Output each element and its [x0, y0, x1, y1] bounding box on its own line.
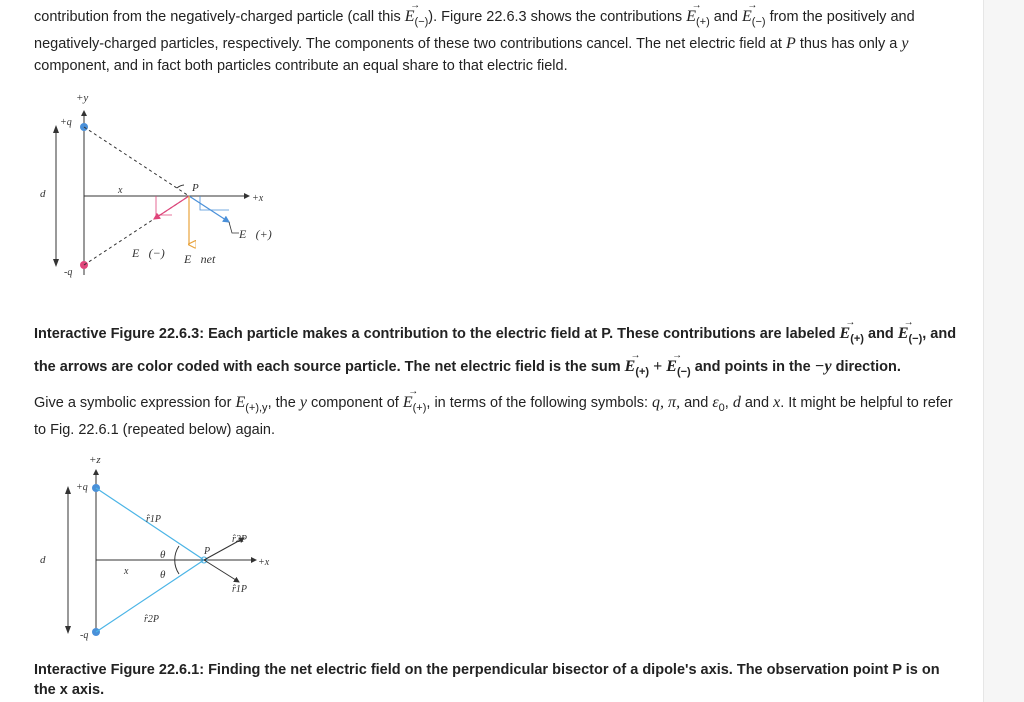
svg-text:x: x	[124, 566, 129, 577]
svg-text:r̂1P: r̂1P	[146, 514, 161, 525]
e-plus-arrow	[189, 196, 229, 222]
e-minus-symbol: → E	[405, 6, 415, 28]
svg-text:+x: +x	[258, 557, 270, 568]
e-minus-label: E⃗(−)	[132, 246, 165, 260]
figure1-caption: Interactive Figure 22.6.3: Each particle makes a contribution to the electric field at P. These contributions are labeled → $E_{(+)}$ and → $E_{(-)}$, and the arrows are color coded with each source particle. The net electric field is the sum → $E_{(+)}$ + → $E_{(-)}$ and points in the −y direction.	[34, 320, 964, 386]
figure2-caption: Interactive Figure 22.6.1: Finding the net electric field on the perpendicular bisector of a dipole's axis. The observation point P is on the x axis.	[34, 662, 940, 698]
svg-text:θ: θ	[160, 549, 166, 561]
e-plus-symbol: → E	[686, 6, 696, 28]
svg-text:+q: +q	[76, 482, 88, 493]
svg-text:θ: θ	[160, 569, 166, 581]
d-label: d	[40, 188, 46, 200]
e-minus-symbol: → E	[742, 6, 752, 28]
d-label: d	[40, 554, 46, 566]
question-text: Give a symbolic expression for $E_{(+),y}$, the y component of → $E_{(+)}$, in terms of the following symbols: q, π, and $\varepsilon_0$, d and x. It might be helpful to refer to Fig. 22.6.1 (repeated below) again.	[34, 392, 964, 441]
svg-text:x: x	[118, 185, 123, 196]
axis-label-plus-y: +y	[76, 92, 89, 104]
svg-text:-q: -q	[64, 267, 73, 278]
right-sidebar	[983, 0, 1024, 702]
svg-text:-q: -q	[80, 630, 89, 641]
intro-paragraph: contribution from the negatively-charged particle (call this → $E_{(-)}$). Figure 22.6.3 shows the contributions → $E_{(+)}$ and → $E_{(-)}$ from the positively and negatively-charged particles, respectively. The components of these two contributions cancel. The net electric field at P thus has only a y component, and in fact both particles contribute an equal share to that electric field.	[34, 6, 964, 77]
figure-22-6-1[interactable]	[34, 450, 294, 645]
svg-text:+q: +q	[60, 117, 72, 128]
figure-22-6-3[interactable]	[34, 85, 284, 285]
svg-text:r̂2P: r̂2P	[232, 534, 247, 545]
svg-text:P: P	[192, 182, 199, 194]
e-net-label: E⃗net	[184, 252, 216, 266]
svg-text:r̂1P: r̂1P	[232, 584, 247, 595]
e-plus-label: E⃗(+)	[239, 227, 272, 241]
svg-text:r̂2P: r̂2P	[144, 614, 159, 625]
svg-text:+z: +z	[89, 454, 101, 466]
e-minus-arrow	[154, 196, 189, 219]
svg-text:+x: +x	[252, 193, 264, 204]
svg-text:P: P	[204, 546, 211, 557]
